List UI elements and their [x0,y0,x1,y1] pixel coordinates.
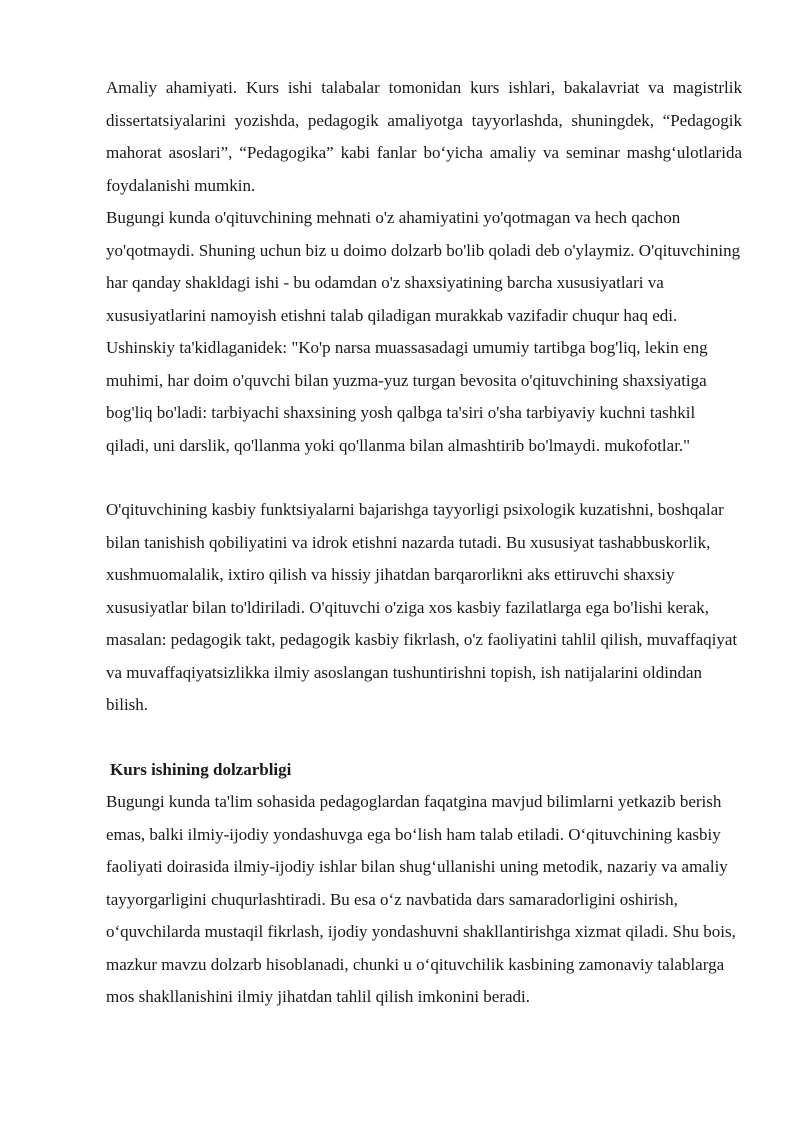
teacher-work-paragraph: Bugungi kunda o'qituvchining mehnati o'z ahamiyatini yo'qotmagan va hech qachon yo'qotmaydi. Shuning uchun biz u doimo dolzarb bo'lib qoladi deb o'ylaymiz. O'qituvchining har qanday shakldagi ishi - bu odamdan o'z shaxsiyatining barcha xususiyatlari va xususiyatlarini namoyish etishni talab qiladigan murakkab vazifadir chuqur haq edi. Ushinskiy ta'kidlaganidek: "Ko'p narsa muassasadagi umumiy tartibga bog'liq, lekin eng muhimi, har doim o'quvchi bilan yuzma-yuz turgan bevosita o'qituvchining shaxsiyatiga bog'liq bo'ladi: tarbiyachi shaxsining yosh qalbga ta'siri o'sha tarbiyaviy kuchni tashkil qiladi, uni darslik, qo'llanma yoki qo'llanma bilan almashtirib bo'lmaydi. mukofotlar." [106,208,741,455]
section-heading: Kurs ishining dolzarbligi [110,760,292,779]
teacher-readiness-paragraph: O'qituvchining kasbiy funktsiyalarni bajarishga tayyorligi psixologik kuzatishni, boshqalar bilan tanishish qobiliyatini va idrok etishni nazarda tutadi. Bu xususiyat tashabbuskorlik, xushmuomalalik, ixtiro qilish va hissiy jihatdan barqarorlikni aks ettiruvchi shaxsiy xususiyatlar bilan to'ldiriladi. O'qituvchi o'ziga xos kasbiy fazilatlarga ega bo'lishi kerak, masalan: pedagogik takt, pedagogik kasbiy fikrlash, o'z faoliyatini tahlil qilish, muvaffaqiyat va muvaffaqiyatsizlikka ilmiy asoslangan tushuntirishni topish, ish natijalarini oldindan bilish. [106,500,738,714]
relevance-paragraph: Bugungi kunda ta'lim sohasida pedagoglardan faqatgina mavjud bilimlarni yetkazib berish emas, balki ilmiy-ijodiy yondashuvga ega bo‘lish ham talab etiladi. O‘qituvchining kasbiy faoliyati doirasida ilmiy-ijodiy ishlar bilan shug‘ullanishi uning metodik, nazariy va amaliy tayyorgarligini chuqurlashtiradi. Bu esa o‘z navbatida dars samaradorligini oshirish, o‘quvchilarda mustaqil fikrlash, ijodiy yondashuvni shakllantirishga xizmat qiladi. Shu bois, mazkur mavzu dolzarb hisoblanadi, chunki u o‘qituvchilik kasbining zamonaviy talablarga mos shakllanishini ilmiy jihatdan tahlil qilish imkonini beradi. [106,792,736,1006]
practical-significance-paragraph: Amaliy ahamiyati. Kurs ishi talabalar tomonidan kurs ishlari, bakalavriat va magistrlik dissertatsiyalarini yozishda, pedagogik amaliyotga tayyorlashda, shuningdek, “Pedagogik mahorat asoslari”, “Pedagogika” kabi fanlar bo‘yicha amaliy va seminar mashg‘ulotlarida foydalanishi mumkin. [106,78,742,195]
